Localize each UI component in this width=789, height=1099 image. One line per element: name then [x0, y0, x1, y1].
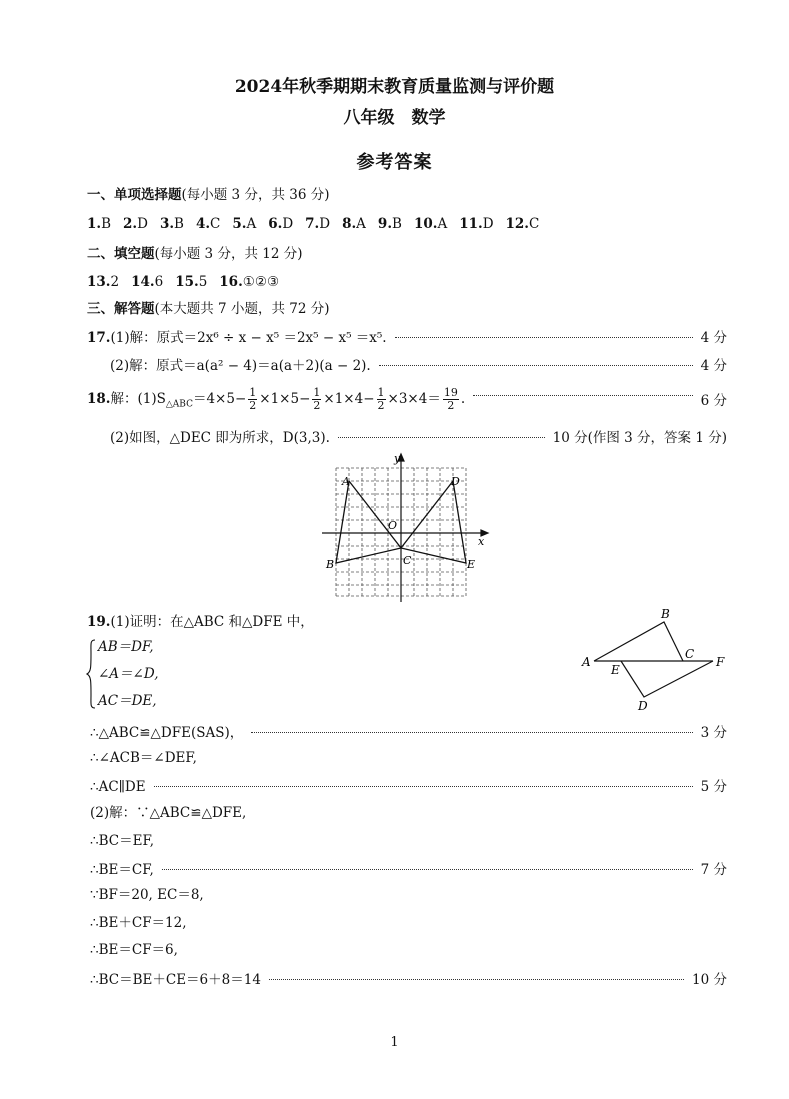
- triangles-figure: [576, 604, 736, 716]
- section1-heading-text: 一、单项选择题: [87, 187, 182, 203]
- triangle-lines: [594, 622, 713, 697]
- fill-answer-item: [131, 274, 163, 290]
- section1-note: (每小题 3 分，共 36 分): [181, 187, 330, 203]
- q19-condition-1: AB＝DF,: [98, 639, 154, 655]
- fraction-denominator: 2: [377, 398, 385, 412]
- fill-answer-item-number: 16.: [219, 274, 243, 290]
- choice-answer-item-number: 12.: [505, 216, 530, 232]
- q19-condition-3: AC＝DE,: [98, 693, 157, 709]
- choice-answer-item-number: 11.: [459, 216, 483, 232]
- q18-number: 18.: [87, 390, 111, 407]
- fraction-half: [312, 387, 321, 412]
- choice-answer-item-number: 6.: [268, 216, 283, 232]
- q19-intro: [87, 612, 314, 632]
- leader-dots: [269, 979, 684, 980]
- q17-part1-score: 4 分: [700, 330, 727, 346]
- choice-answer-item-number: 8.: [342, 216, 357, 232]
- choice-answer-item-number: 2.: [123, 216, 138, 232]
- q18-part2-text: (2)如图，△DEC 即为所求，D(3,3).: [110, 430, 330, 446]
- section2-answers: [87, 272, 291, 292]
- section3-note: (本大题共 7 小题，共 72 分): [154, 301, 330, 317]
- choice-answer-item-answer: D: [282, 216, 294, 232]
- q19-part2-intro: (2)解：∵△ABC≌△DFE,: [90, 805, 247, 821]
- section2-heading: [87, 244, 302, 264]
- fill-answer-item-number: 15.: [175, 274, 199, 290]
- choice-answer-item-answer: B: [392, 216, 402, 232]
- point-a-label: A: [342, 475, 350, 488]
- q17-part2-score: 4 分: [700, 358, 727, 374]
- leader-dots: [251, 732, 692, 733]
- fill-answer-item-answer: 2: [110, 274, 120, 290]
- point-c-label: C: [685, 647, 695, 661]
- choice-answer-item: [459, 216, 493, 232]
- choice-answer-item-answer: C: [529, 216, 540, 232]
- q18-area-subscript: △ABC: [165, 399, 193, 410]
- choice-answer-item-answer: D: [319, 216, 331, 232]
- section1-answers: [87, 214, 551, 234]
- leader-dots: [379, 365, 693, 366]
- point-d-label: D: [451, 475, 460, 488]
- fill-answer-item-answer: ①②③: [242, 274, 280, 290]
- fraction-denominator: 2: [313, 398, 321, 412]
- choice-answer-item-answer: C: [210, 216, 221, 232]
- leader-dots: [473, 395, 692, 396]
- q18-expr-c: ×1×4−: [323, 390, 375, 407]
- choice-answer-item-number: 5.: [232, 216, 247, 232]
- q18-expr-b: ×1×5−: [259, 390, 311, 407]
- fill-answer-item-answer: 6: [154, 274, 164, 290]
- fraction-numerator: 1: [377, 385, 385, 399]
- q19-conclusion-2: ∴∠ACB＝∠DEF,: [90, 750, 197, 766]
- q18-area-symbol: 解：(1)S: [110, 390, 166, 407]
- choice-answer-item-answer: A: [356, 216, 366, 232]
- fraction-numerator: 1: [313, 385, 321, 399]
- x-axis-label: x: [478, 535, 485, 548]
- q19-part2-line-5: ∴BE＝CF＝6,: [90, 942, 178, 958]
- leader-dots: [162, 869, 693, 870]
- choice-answer-item: [414, 216, 447, 232]
- q19-condition-2: ∠A＝∠D,: [98, 666, 159, 682]
- q19-conclusion-1-text: ∴△ABC≌△DFE(SAS)，: [90, 725, 244, 741]
- document-subtitle: 八年级 数学: [343, 108, 446, 128]
- choice-answer-item-number: 3.: [159, 216, 175, 232]
- coordinate-grid-figure: [318, 452, 494, 604]
- q19-part2-line-2-text: ∴BE＝CF,: [90, 862, 154, 878]
- q19-conclusion-1-score: 3 分: [700, 725, 727, 741]
- section1-heading: [87, 185, 329, 205]
- q19-part2-line-1: ∴BC＝EF,: [90, 833, 154, 849]
- fraction-numerator: 1: [249, 385, 257, 399]
- q19-part2-line-2-score: 7 分: [700, 862, 727, 878]
- choice-answer-item-answer: B: [174, 216, 184, 232]
- q18-part1: 18.解：$(1)S_{\triangle ABC}=4\times 5-$ $\frac{1}{2}$ ×1×5− $\frac{1}{2}$ ×1×4− $\frac{1}{2}$ ×3×4＝ $\frac{19}{2}$ . 6 分: [87, 385, 727, 412]
- choice-answer-item-number: 1.: [87, 216, 102, 232]
- q18-part2-score: 10 分(作图 3 分，答案 1 分): [552, 430, 727, 446]
- point-c-label: C: [403, 554, 412, 567]
- fill-answer-item: [175, 274, 207, 290]
- choice-answer-item-number: 4.: [195, 216, 211, 232]
- q19-conclusion-3-text: ∴AC∥DE: [90, 779, 146, 795]
- q19-conclusion-3-score: 5 分: [700, 779, 727, 795]
- q18-part2: [110, 426, 727, 446]
- choice-answer-item-answer: A: [437, 216, 448, 232]
- point-b-label: B: [661, 607, 670, 621]
- choice-answer-item-number: 9.: [377, 216, 393, 232]
- answer-key-title: 参考答案: [356, 152, 433, 173]
- q17-number: 17.: [87, 330, 111, 346]
- fill-answer-item-number: 14.: [131, 274, 155, 290]
- q19-part2-line-6-score: 10 分: [692, 972, 727, 988]
- choice-answer-item: [196, 216, 220, 232]
- q19-part2-line-6: [90, 968, 727, 988]
- triangle-dec: [401, 481, 466, 563]
- choice-answer-item: [506, 216, 540, 232]
- choice-answer-item: [160, 216, 184, 232]
- choice-answer-item: [123, 216, 148, 232]
- choice-answer-item-number: 10.: [413, 216, 438, 232]
- q19-part2-line-2: [90, 858, 727, 878]
- fraction-result: [443, 387, 459, 412]
- choice-answer-item-answer: D: [137, 216, 148, 232]
- document-title: 2024年秋季期期末教育质量监测与评价题: [234, 77, 555, 97]
- q19-conclusion-3: [90, 775, 727, 795]
- q17-part2-text: (2)解：原式＝a(a² − 4)＝a(a＋2)(a − 2).: [110, 358, 371, 374]
- q19-intro-text: (1)证明：在△ABC 和△DFE 中，: [110, 614, 314, 630]
- point-d-label: D: [638, 699, 648, 713]
- point-b-label: B: [326, 558, 335, 571]
- point-e-label: E: [611, 663, 620, 677]
- fill-answer-item-number: 13.: [87, 274, 111, 290]
- point-a-label: A: [582, 655, 591, 669]
- fraction-half: [248, 387, 257, 412]
- leader-dots: [395, 337, 693, 338]
- section2-note: (每小题 3 分，共 12 分): [154, 246, 303, 262]
- page-number: 1: [390, 1035, 399, 1050]
- q19-part2-line-6-text: ∴BC＝BE＋CE＝6＋8＝14: [90, 972, 261, 988]
- choice-answer-item-answer: D: [482, 216, 494, 232]
- fill-answer-item: [87, 274, 119, 290]
- q18-expr-d: ×3×4＝: [387, 390, 441, 407]
- choice-answer-item-answer: B: [101, 216, 112, 232]
- fill-answer-item: [219, 274, 279, 290]
- section3-heading-text: 三、解答题: [87, 301, 155, 317]
- fraction-denominator: 2: [447, 398, 455, 412]
- choice-answer-item-answer: A: [246, 216, 257, 232]
- point-e-label: E: [467, 558, 476, 571]
- choice-answer-item: [378, 216, 402, 232]
- choice-answer-item: [342, 216, 366, 232]
- q17-part2: [110, 354, 727, 374]
- choice-answer-item: [87, 216, 111, 232]
- q19-number: 19.: [87, 614, 111, 630]
- q18-expr-a: ＝4×5−: [192, 390, 247, 407]
- origin-label: O: [388, 519, 398, 532]
- fraction-denominator: 2: [249, 398, 257, 412]
- choice-answer-item: [232, 216, 256, 232]
- y-axis-label: y: [394, 452, 401, 465]
- fill-answer-item-answer: 5: [198, 274, 208, 290]
- q17-part1-text: (1)解：原式＝2x⁶ ÷ x − x⁵ ＝2x⁵ − x⁵ ＝x⁵.: [110, 330, 387, 346]
- left-brace-icon: [86, 639, 96, 709]
- choice-answer-item: [305, 216, 330, 232]
- q19-part2-line-4: ∴BE＋CF＝12,: [90, 915, 187, 931]
- choice-answer-item-number: 7.: [305, 216, 320, 232]
- leader-dots: [154, 786, 693, 787]
- q19-conclusion-1: [90, 721, 727, 741]
- point-f-label: F: [716, 655, 725, 669]
- q18-part1-score: 6 分: [700, 393, 727, 409]
- fraction-numerator: 19: [443, 385, 458, 399]
- fraction-half: [377, 387, 386, 412]
- q17-part1: [87, 326, 727, 346]
- choice-answer-item: [268, 216, 293, 232]
- leader-dots: [338, 437, 545, 438]
- q19-part2-line-3: ∵BF＝20, EC＝8,: [90, 887, 204, 903]
- section2-heading-text: 二、填空题: [87, 246, 155, 262]
- section3-heading: [87, 299, 329, 319]
